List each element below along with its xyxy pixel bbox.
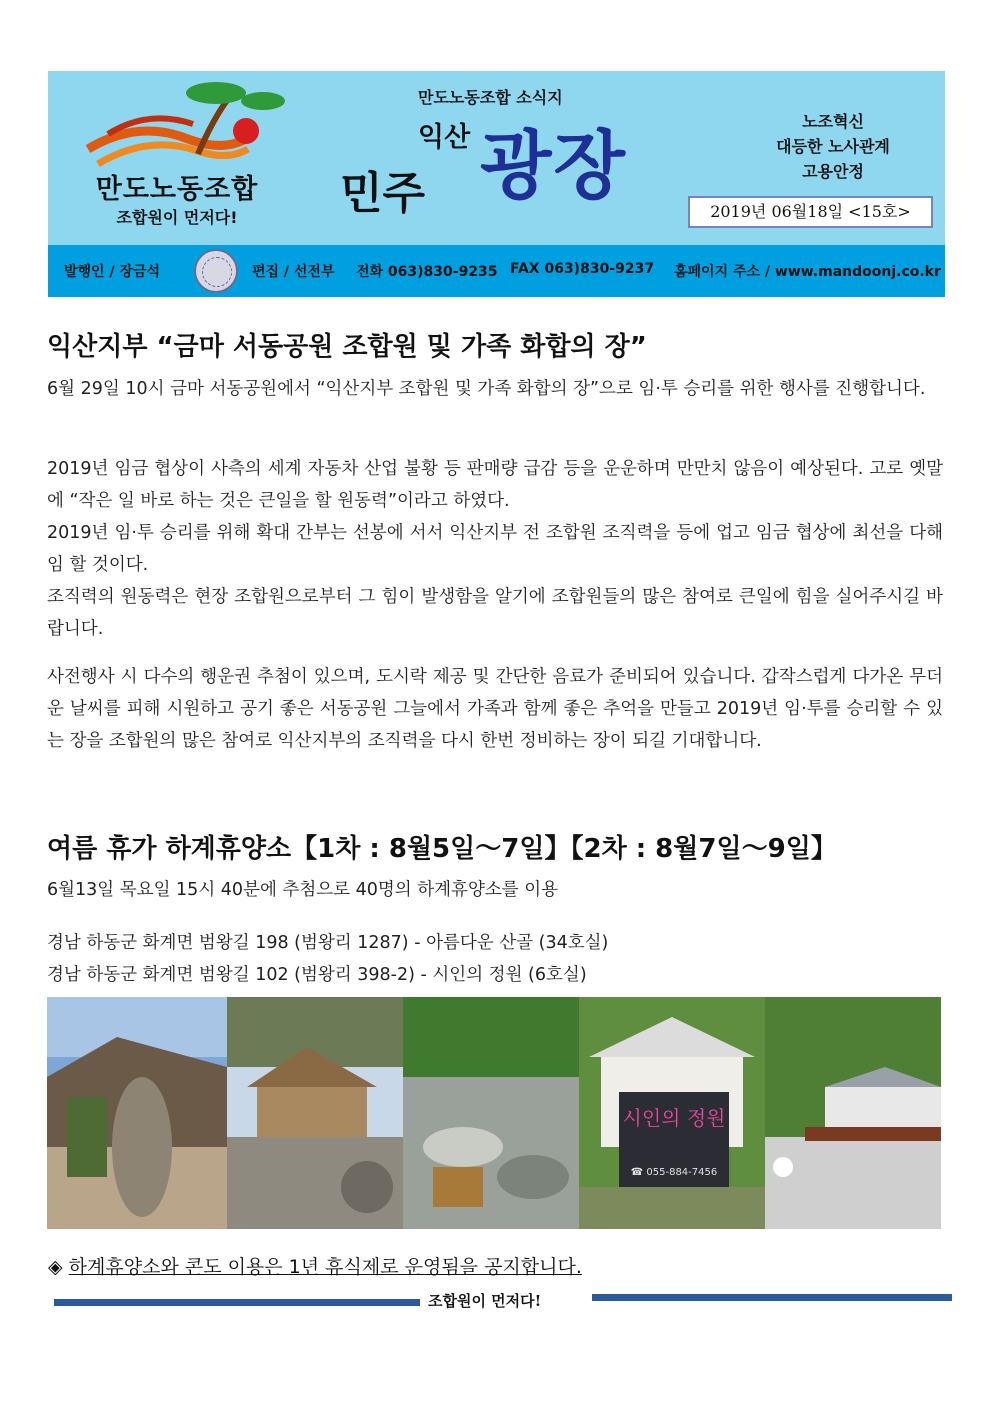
org-name: 만도노동조합 xyxy=(95,174,259,205)
notice-text: 하계휴양소와 콘도 이용은 1년 휴식제로 운영됨을 공지합니다. xyxy=(68,1256,582,1278)
article-2-title: 여름 휴가 하계휴양소【1차 : 8월5일～7일】【2차 : 8월7일～9일】 xyxy=(47,834,837,864)
editor: 편집 / 선전부 xyxy=(252,264,335,280)
union-logo-icon xyxy=(78,79,288,179)
seal-icon xyxy=(194,249,238,293)
issue-date: 2019년 06월18일 <15호> xyxy=(688,196,933,228)
notice xyxy=(48,1252,582,1279)
phone: 전화 063)830-9235 xyxy=(356,264,498,280)
photo-cottage-row xyxy=(765,997,941,1229)
motto-item: 고용안정 xyxy=(802,162,864,181)
article-1-title: 익산지부 “금마 서동공원 조합원 및 가족 화합의 장” xyxy=(47,332,647,362)
address-line: 경남 하동군 화계면 범왕길 198 (범왕리 1287) - 아름다운 산골 (34호실) xyxy=(47,933,609,953)
address-line: 경남 하동군 화계면 범왕길 102 (범왕리 398-2) - 시인의 정원 (6호실) xyxy=(47,965,587,985)
org-slogan: 조합원이 먼저다! xyxy=(116,208,238,227)
garden-sign-phone: ☎ 055-884-7456 xyxy=(630,1167,718,1178)
masthead-info-band xyxy=(48,245,945,297)
photo-stone-sign xyxy=(47,997,227,1229)
publisher-info xyxy=(64,245,941,297)
footer-bar-right xyxy=(592,1294,952,1301)
masthead xyxy=(48,71,945,297)
newsletter-title: 광장 xyxy=(480,123,627,209)
motto-item: 대등한 노사관계 xyxy=(776,137,890,156)
publisher: 발행인 / 장금석 xyxy=(64,264,161,280)
title-region: 익산 xyxy=(418,122,471,153)
title-minju: 민주 xyxy=(340,168,426,219)
photo-garden-sign xyxy=(579,997,765,1229)
motto-list xyxy=(738,109,928,184)
article-2-intro: 6월13일 목요일 15시 40분에 추첨으로 40명의 하계휴양소를 이용 xyxy=(47,880,559,900)
footer-bar-left xyxy=(54,1299,420,1306)
diamond-bullet-icon: ◈ xyxy=(48,1256,63,1278)
article-1-paragraph: 조직력의 원동력은 현장 조합원으로부터 그 힘이 발생함을 알기에 조합원들의 많은 참여로 큰일에 힘을 실어주시길 바랍니다. xyxy=(47,587,943,639)
photo-valley-stream xyxy=(403,997,579,1229)
footer-slogan: 조합원이 먼저다! xyxy=(428,1292,542,1310)
garden-sign-text: 시인의 정원 xyxy=(622,1106,726,1130)
photo-log-cabins xyxy=(227,997,403,1229)
homepage: 홈페이지 주소 / www.mandoonj.co.kr xyxy=(674,264,941,280)
newsletter-kicker: 만도노동조합 소식지 xyxy=(418,88,563,107)
article-1-paragraph: 2019년 임금 협상이 사측의 세계 자동차 산업 불황 등 판매량 급감 등을 운운하며 만만치 않음이 예상된다. 고로 옛말에 “작은 일 바로 하는 것은 큰일을 할 원동력”이라고 하였다. xyxy=(47,459,943,511)
motto-item: 노조혁신 xyxy=(802,112,864,131)
article-1-paragraph: 6월 29일 10시 금마 서동공원에서 “익산지부 조합원 및 가족 화합의 장”으로 임·투 승리를 위한 행사를 진행합니다. xyxy=(47,379,926,399)
resort-photo-strip xyxy=(47,997,941,1229)
article-1-paragraph: 사전행사 시 다수의 행운권 추첨이 있으며, 도시락 제공 및 간단한 음료가 준비되어 있습니다. 갑작스럽게 다가온 무더운 날씨를 피해 시원하고 공기 좋은 서동공원 그늘에서 가족과 함께 좋은 추억을 만들고 2019년 임·투를 승리할 수 있는 장을 조합원의 많은 참여로 익산지부의 조직력을 다시 한번 정비하는 장이 되길 기대합니다. xyxy=(47,667,943,751)
article-1-paragraph: 2019년 임·투 승리를 위해 확대 간부는 선봉에 서서 익산지부 전 조합원 조직력을 등에 업고 임금 협상에 최선을 다해 임 할 것이다. xyxy=(47,523,943,575)
fax: FAX 063)830-9237 xyxy=(510,261,655,277)
